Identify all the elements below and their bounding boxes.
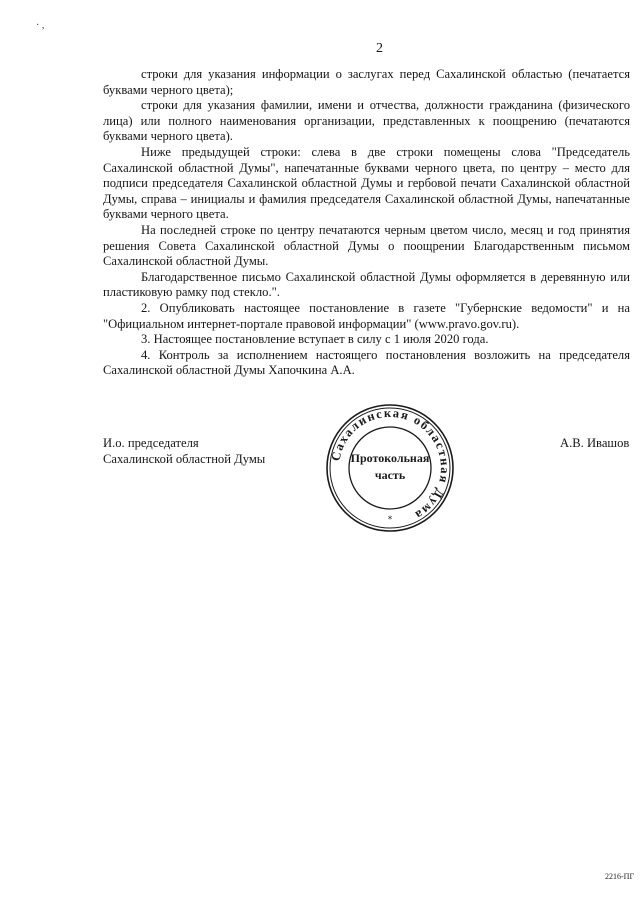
signatory-title-line: Сахалинской областной Думы — [103, 451, 266, 466]
paragraph: строки для указания фамилии, имени и отчества, должности гражданина (физического лица) или полного наименования организации, представленных к поощрению (печатаются буквами черного цвета). — [103, 98, 630, 144]
paragraph: 2. Опубликовать настоящее постановление в газете "Губернские ведомости" и на "Официальном интернет-портале правовой информации" (www.pravo.gov.ru). — [103, 300, 630, 331]
official-stamp — [324, 402, 456, 534]
paragraph: 4. Контроль за исполнением настоящего постановления возложить на председателя Сахалинской областной Думы Хапочкина А.А. — [103, 347, 630, 378]
stamp-center-text: часть — [374, 468, 406, 482]
document-body — [103, 67, 630, 379]
stamp-seal-icon — [324, 402, 456, 534]
signatory-name: А.В. Ивашов — [560, 436, 630, 450]
page-number: 2 — [376, 41, 383, 56]
paragraph: строки для указания информации о заслугах перед Сахалинской областью (печатается буквами черного цвета); — [103, 67, 630, 97]
scan-specks: · , — [36, 20, 45, 31]
stamp-star-icon: * — [387, 515, 393, 525]
paragraph: Ниже предыдущей строки: слева в две строки помещены слова "Председатель Сахалинской областной Думы", напечатанные буквами черного цвета, по центру – место для подписи председателя Сахалинской областной Думы и гербовой печати Сахалинской областной Думы, справа – инициалы и фамилия председателя Сахалинской областной Думы, напечатанные буквами черного цвета. — [103, 144, 630, 222]
signatory-title-line: И.о. председателя — [103, 436, 199, 450]
signatory-title — [103, 436, 265, 467]
paragraph: Благодарственное письмо Сахалинской областной Думы оформляется в деревянную или пластиковую рамку под стекло.". — [103, 269, 630, 300]
stamp-center-text: Протокольная — [350, 451, 430, 465]
stamp-ring-text: Сахалинская областная Дума — [328, 405, 453, 523]
paragraph: 3. Настоящее постановление вступает в силу с 1 июля 2020 года. — [141, 332, 489, 347]
paragraph: На последней строке по центру печатаются черным цветом число, месяц и год принятия решения Совета Сахалинской областной Думы о поощрении Благодарственным письмом Сахалинской областной Думы. — [103, 222, 630, 269]
document-code: 2216-ПГ — [605, 872, 635, 881]
